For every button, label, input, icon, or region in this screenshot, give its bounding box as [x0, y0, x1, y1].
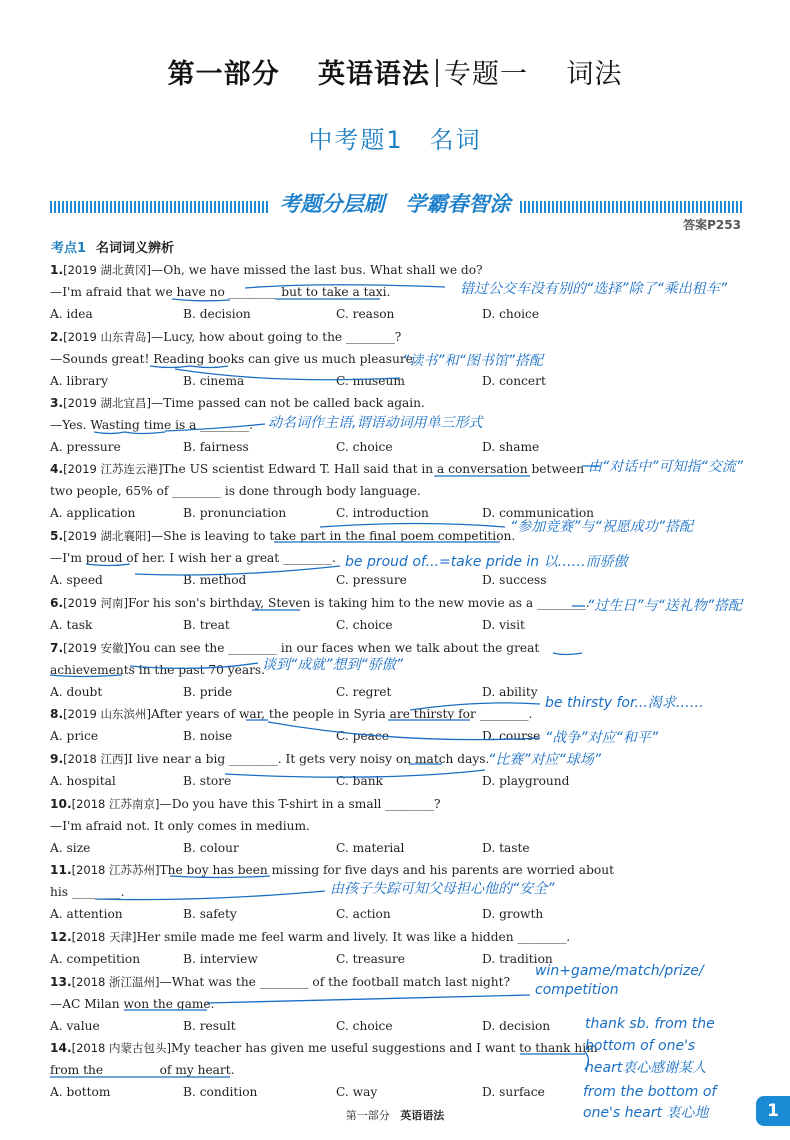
question-text: For his son's birthday, Steven is taking him to the new movie as a ________.	[128, 596, 590, 610]
question-text: —Oh, we have missed the last bus. What shall we do?	[151, 263, 483, 277]
note-q11: 由孩子失踪可知父母担心他的“安全”	[330, 881, 555, 897]
note-q9: “比赛”对应“球场”	[488, 752, 602, 768]
note-q3: 动名词作主语,谓语动词用单三形式	[268, 415, 483, 431]
footer-title: 英语语法	[400, 1109, 445, 1122]
option: A. hospital	[50, 774, 116, 788]
question-source: [2019 湖北宜昌]	[63, 396, 152, 410]
option: D. decision	[482, 1019, 551, 1033]
question-number: 12.	[50, 930, 72, 944]
option: A. doubt	[50, 685, 103, 699]
option: B. colour	[183, 841, 239, 855]
option: B. pronunciation	[183, 506, 287, 520]
option: C. choice	[336, 1019, 393, 1033]
question-source: [2018 内蒙古包头]	[71, 1041, 171, 1055]
question-text: achievements in the past 70 years.	[50, 663, 266, 677]
question-source: [2019 山东青岛]	[63, 330, 152, 344]
question-text: —What was the ________ of the football match last night?	[159, 975, 511, 989]
option: C. treasure	[336, 952, 405, 966]
option: A. value	[50, 1019, 100, 1033]
question-text: The US scientist Edward T. Hall said that in a conversation between	[162, 462, 585, 476]
topic-label: 专题一	[444, 59, 528, 90]
question-source: [2019 山东滨州]	[63, 707, 152, 721]
note-q13b: competition	[535, 982, 619, 998]
question-source: [2018 江苏南京]	[71, 797, 160, 811]
option: D. communication	[482, 506, 595, 520]
question-text: —Time passed can not be called back again.	[151, 396, 425, 410]
note-q14c: heart衷心感谢某人	[585, 1060, 707, 1076]
question-source: [2019 湖北黄冈]	[63, 263, 152, 277]
option: B. safety	[183, 907, 237, 921]
question-text: The boy has been missing for five days and his parents are worried about	[159, 863, 614, 877]
question-text: —AC Milan won the game.	[50, 997, 215, 1011]
note-q5: “参加竞赛”与“祝愿成功”搭配	[510, 519, 694, 535]
section-title: 名词词义辨析	[96, 241, 175, 256]
question-text: —Lucy, how about going to the ________?	[151, 330, 402, 344]
underline-q3	[94, 432, 165, 434]
arrow-q8	[410, 703, 540, 710]
option: C. choice	[336, 618, 393, 632]
question-number: 4.	[50, 462, 64, 476]
question-number: 1.	[50, 263, 64, 277]
option: B. fairness	[183, 440, 249, 454]
option: D. surface	[482, 1085, 545, 1099]
note-q14d: from the bottom of	[583, 1084, 717, 1100]
option: A. library	[50, 374, 108, 388]
grammar-label: 英语语法	[318, 59, 430, 90]
note-q14b: bottom of one's	[585, 1038, 696, 1054]
question-number: 13.	[50, 975, 72, 989]
question-number: 6.	[50, 596, 64, 610]
question-text: —Yes. Wasting time is a ________.	[50, 418, 253, 432]
question-text: —I'm afraid that we have no ________ but to take a taxi.	[50, 285, 391, 299]
note-q14e: one's heart 衷心地	[583, 1105, 709, 1121]
option: C. action	[336, 907, 391, 921]
question-source: [2018 江西]	[63, 752, 129, 766]
option: C. choice	[336, 440, 393, 454]
footer-part: 第一部分	[345, 1109, 390, 1122]
option: A. task	[50, 618, 93, 632]
arrow-q13	[207, 995, 530, 1003]
option: B. method	[183, 573, 247, 587]
cihua-label: 词法	[566, 59, 623, 90]
question-source: [2019 河南]	[63, 596, 129, 610]
option: C. way	[336, 1085, 378, 1099]
option: A. pressure	[50, 440, 121, 454]
option: C. reason	[336, 307, 395, 321]
question-number: 9.	[50, 752, 64, 766]
option: B. result	[183, 1019, 236, 1033]
note-q7: 谈到“成就”想到“骄傲”	[262, 657, 404, 673]
option: B. condition	[183, 1085, 258, 1099]
note-q1: 错过公交车没有别的“选择”除了“乘出租车”	[460, 281, 728, 297]
question-number: 2.	[50, 330, 64, 344]
question-text: —I'm proud of her. I wish her a great ________.	[50, 551, 336, 565]
note-q14a: thank sb. from the	[585, 1016, 715, 1032]
question-text: —Sounds great! Reading books can give us much pleasure.	[50, 352, 417, 366]
option: A. competition	[50, 952, 141, 966]
option: C. museum	[336, 374, 405, 388]
option: C. pressure	[336, 573, 407, 587]
option: B. interview	[183, 952, 258, 966]
option: D. shame	[482, 440, 540, 454]
option: C. peace	[336, 729, 389, 743]
option: B. decision	[183, 307, 251, 321]
option: D. growth	[482, 907, 544, 921]
part-label: 第一部分	[167, 59, 280, 90]
option: A. size	[50, 841, 91, 855]
option: D. tradition	[482, 952, 553, 966]
arrow-q3	[165, 424, 265, 431]
option: D. concert	[482, 374, 546, 388]
question-text: I live near a big ________. It gets very noisy on match days.	[128, 752, 490, 766]
underline-q5b	[86, 564, 130, 566]
question-source: [2019 湖北襄阳]	[63, 529, 152, 543]
question-number: 5.	[50, 529, 64, 543]
option: C. regret	[336, 685, 392, 699]
option: A. idea	[50, 307, 93, 321]
question-number: 8.	[50, 707, 64, 721]
question-number: 10.	[50, 797, 72, 811]
question-text: —I'm afraid not. It only comes in medium.	[50, 819, 310, 833]
question-source: [2018 江苏苏州]	[71, 863, 160, 877]
question-number: 7.	[50, 641, 64, 655]
question-text: from the ________ of my heart.	[50, 1063, 235, 1077]
option: B. pride	[183, 685, 233, 699]
option: B. cinema	[183, 374, 245, 388]
option: A. bottom	[50, 1085, 111, 1099]
underline-q1	[172, 299, 380, 301]
note-q2: “读书”和“图书馆”搭配	[402, 353, 544, 369]
note-q8: be thirsty for...渴求……	[545, 695, 704, 711]
option: B. store	[183, 774, 232, 788]
question-text: —Do you have this T-shirt in a small ________?	[159, 797, 441, 811]
option: D. playground	[482, 774, 570, 788]
question-number: 3.	[50, 396, 64, 410]
arrow-q11	[95, 891, 325, 900]
question-text: two people, 65% of ________ is done through body language.	[50, 484, 421, 498]
option: C. material	[336, 841, 405, 855]
option: C. introduction	[336, 506, 429, 520]
note-q4: 由“对话中”可知指“交流”	[588, 459, 744, 475]
arrow-q1	[245, 285, 445, 288]
note-q6: “过生日”与“送礼物”搭配	[587, 598, 743, 614]
arrow-q5	[320, 524, 505, 528]
question-text: You can see the ________ in our faces when we talk about the great	[128, 641, 540, 655]
question-source: [2018 浙江温州]	[71, 975, 160, 989]
option: B. noise	[183, 729, 233, 743]
section-label: 考点1	[51, 241, 87, 256]
question-source: [2019 江苏连云港]	[63, 462, 163, 476]
subtitle: 中考题1 名词	[308, 126, 482, 154]
question-text: his ________.	[50, 885, 125, 899]
question-number: 11.	[50, 863, 72, 877]
question-source: [2018 天津]	[71, 930, 137, 944]
question-source: [2019 安徽]	[63, 641, 129, 655]
option: D. ability	[482, 685, 538, 699]
question-text: —She is leaving to take part in the final poem competition.	[151, 529, 516, 543]
note-q8b: “战争”对应“和平”	[545, 730, 659, 746]
arrow-q5b	[135, 566, 340, 575]
arrow-q9	[225, 770, 485, 777]
option: D. taste	[482, 841, 530, 855]
option: A. application	[50, 506, 136, 520]
page-number: 1	[756, 1096, 790, 1126]
note-q5b: be proud of...=take pride in 以……而骄傲	[345, 554, 628, 570]
option: D. course	[482, 729, 541, 743]
option: A. price	[50, 729, 99, 743]
option: D. choice	[482, 307, 540, 321]
option: C. bank	[336, 774, 383, 788]
question-text: Her smile made me feel warm and lively. It was like a hidden ________.	[136, 930, 571, 944]
underline-q11	[170, 876, 270, 878]
arrow-q2	[175, 369, 400, 380]
option: A. attention	[50, 907, 123, 921]
option: A. speed	[50, 573, 103, 587]
arrow-q7	[130, 663, 258, 668]
underline-q2	[150, 366, 228, 368]
question-text: After years of war, the people in Syria are thirsty for ________.	[151, 707, 533, 721]
footer	[0, 1107, 790, 1123]
arrow-q8b	[268, 722, 540, 740]
answer-reference: 答案P253	[683, 218, 741, 232]
question-number: 14.	[50, 1041, 72, 1055]
option: B. treat	[183, 618, 230, 632]
option: D. success	[482, 573, 547, 587]
banner: 考题分层刷 学霸春智涂	[270, 188, 520, 218]
question-text: My teacher has given me useful suggestions and I want to thank him	[171, 1041, 598, 1055]
option: D. visit	[482, 618, 525, 632]
note-q13a: win+game/match/prize/	[535, 963, 704, 979]
